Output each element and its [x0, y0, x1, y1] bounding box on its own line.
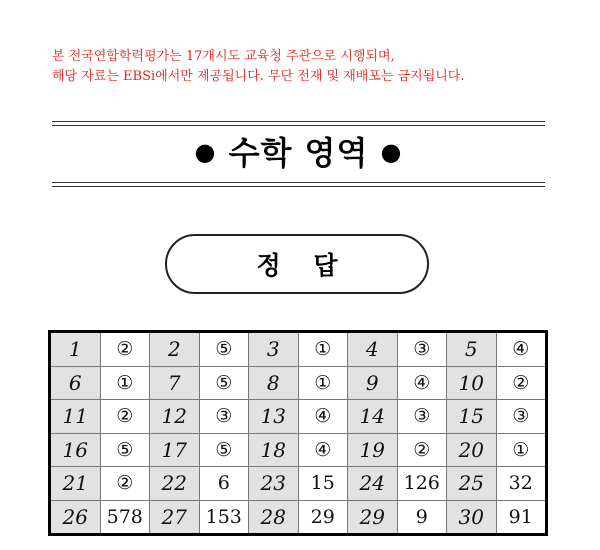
question-number: 17 [150, 433, 200, 467]
title-text: 수학 영역 [228, 134, 369, 172]
title-bullet-left: ● [194, 138, 217, 166]
answer-row [50, 500, 547, 535]
question-number: 1 [50, 332, 101, 367]
answer-value: 91 [496, 500, 547, 535]
answer-value: ① [298, 366, 348, 400]
question-number: 12 [150, 400, 200, 434]
answer-value: ④ [298, 433, 348, 467]
question-number: 4 [348, 332, 398, 367]
question-number: 29 [348, 500, 398, 535]
answer-row [50, 467, 547, 501]
question-number: 14 [348, 400, 398, 434]
answer-row [50, 332, 547, 367]
question-number: 20 [447, 433, 497, 467]
question-number: 5 [447, 332, 497, 367]
answer-value: ③ [397, 400, 447, 434]
answer-value: ④ [298, 400, 348, 434]
question-number: 7 [150, 366, 200, 400]
question-number: 2 [150, 332, 200, 367]
answer-value: 29 [298, 500, 348, 535]
question-number: 11 [50, 400, 101, 434]
question-number: 27 [150, 500, 200, 535]
answer-value: 9 [397, 500, 447, 535]
answer-table-body [50, 332, 547, 535]
question-number: 24 [348, 467, 398, 501]
question-number: 9 [348, 366, 398, 400]
answer-value: ① [496, 433, 547, 467]
answer-value: ② [100, 400, 150, 434]
answer-value: 32 [496, 467, 547, 501]
answer-value: ⑤ [199, 366, 249, 400]
answer-value: ② [397, 433, 447, 467]
answer-table [48, 330, 548, 536]
question-number: 21 [50, 467, 101, 501]
answer-value: ④ [496, 332, 547, 367]
question-number: 16 [50, 433, 101, 467]
answer-value: ① [298, 332, 348, 367]
answer-value: ② [100, 467, 150, 501]
question-number: 6 [50, 366, 101, 400]
answer-value: ② [496, 366, 547, 400]
question-number: 30 [447, 500, 497, 535]
copyright-notice [52, 47, 465, 87]
answer-heading: 정 답 [256, 251, 350, 280]
answer-value: ③ [397, 332, 447, 367]
bottom-rule-outer [52, 186, 545, 187]
answer-value: 153 [199, 500, 249, 535]
notice-line-2: 해당 자료는 EBSi에서만 제공됩니다. 무단 전재 및 재배포는 금지됩니다. [52, 69, 465, 84]
notice-line-1: 본 전국연합학력평가는 17개시도 교육청 주관으로 시행되며, [52, 49, 395, 64]
title-bullet-right: ● [380, 138, 403, 166]
question-number: 18 [249, 433, 299, 467]
answer-value: ④ [397, 366, 447, 400]
page-title [52, 128, 545, 174]
question-number: 15 [447, 400, 497, 434]
top-rule-inner [52, 125, 545, 126]
answer-row [50, 366, 547, 400]
question-number: 8 [249, 366, 299, 400]
bottom-rule-inner [52, 182, 545, 183]
answer-row [50, 433, 547, 467]
answer-value: ⑤ [199, 433, 249, 467]
question-number: 28 [249, 500, 299, 535]
answer-value: ③ [199, 400, 249, 434]
answer-value: ⑤ [100, 433, 150, 467]
answer-value: ⑤ [199, 332, 249, 367]
question-number: 25 [447, 467, 497, 501]
answer-value: ② [100, 332, 150, 367]
answer-value: 15 [298, 467, 348, 501]
question-number: 19 [348, 433, 398, 467]
question-number: 3 [249, 332, 299, 367]
question-number: 10 [447, 366, 497, 400]
top-rule-outer [52, 121, 545, 122]
question-number: 26 [50, 500, 101, 535]
question-number: 22 [150, 467, 200, 501]
answer-value: ③ [496, 400, 547, 434]
answer-value: ① [100, 366, 150, 400]
answer-row [50, 400, 547, 434]
answer-value: 6 [199, 467, 249, 501]
question-number: 23 [249, 467, 299, 501]
answer-heading-box [165, 234, 429, 294]
answer-value: 578 [100, 500, 150, 535]
question-number: 13 [249, 400, 299, 434]
answer-value: 126 [397, 467, 447, 501]
